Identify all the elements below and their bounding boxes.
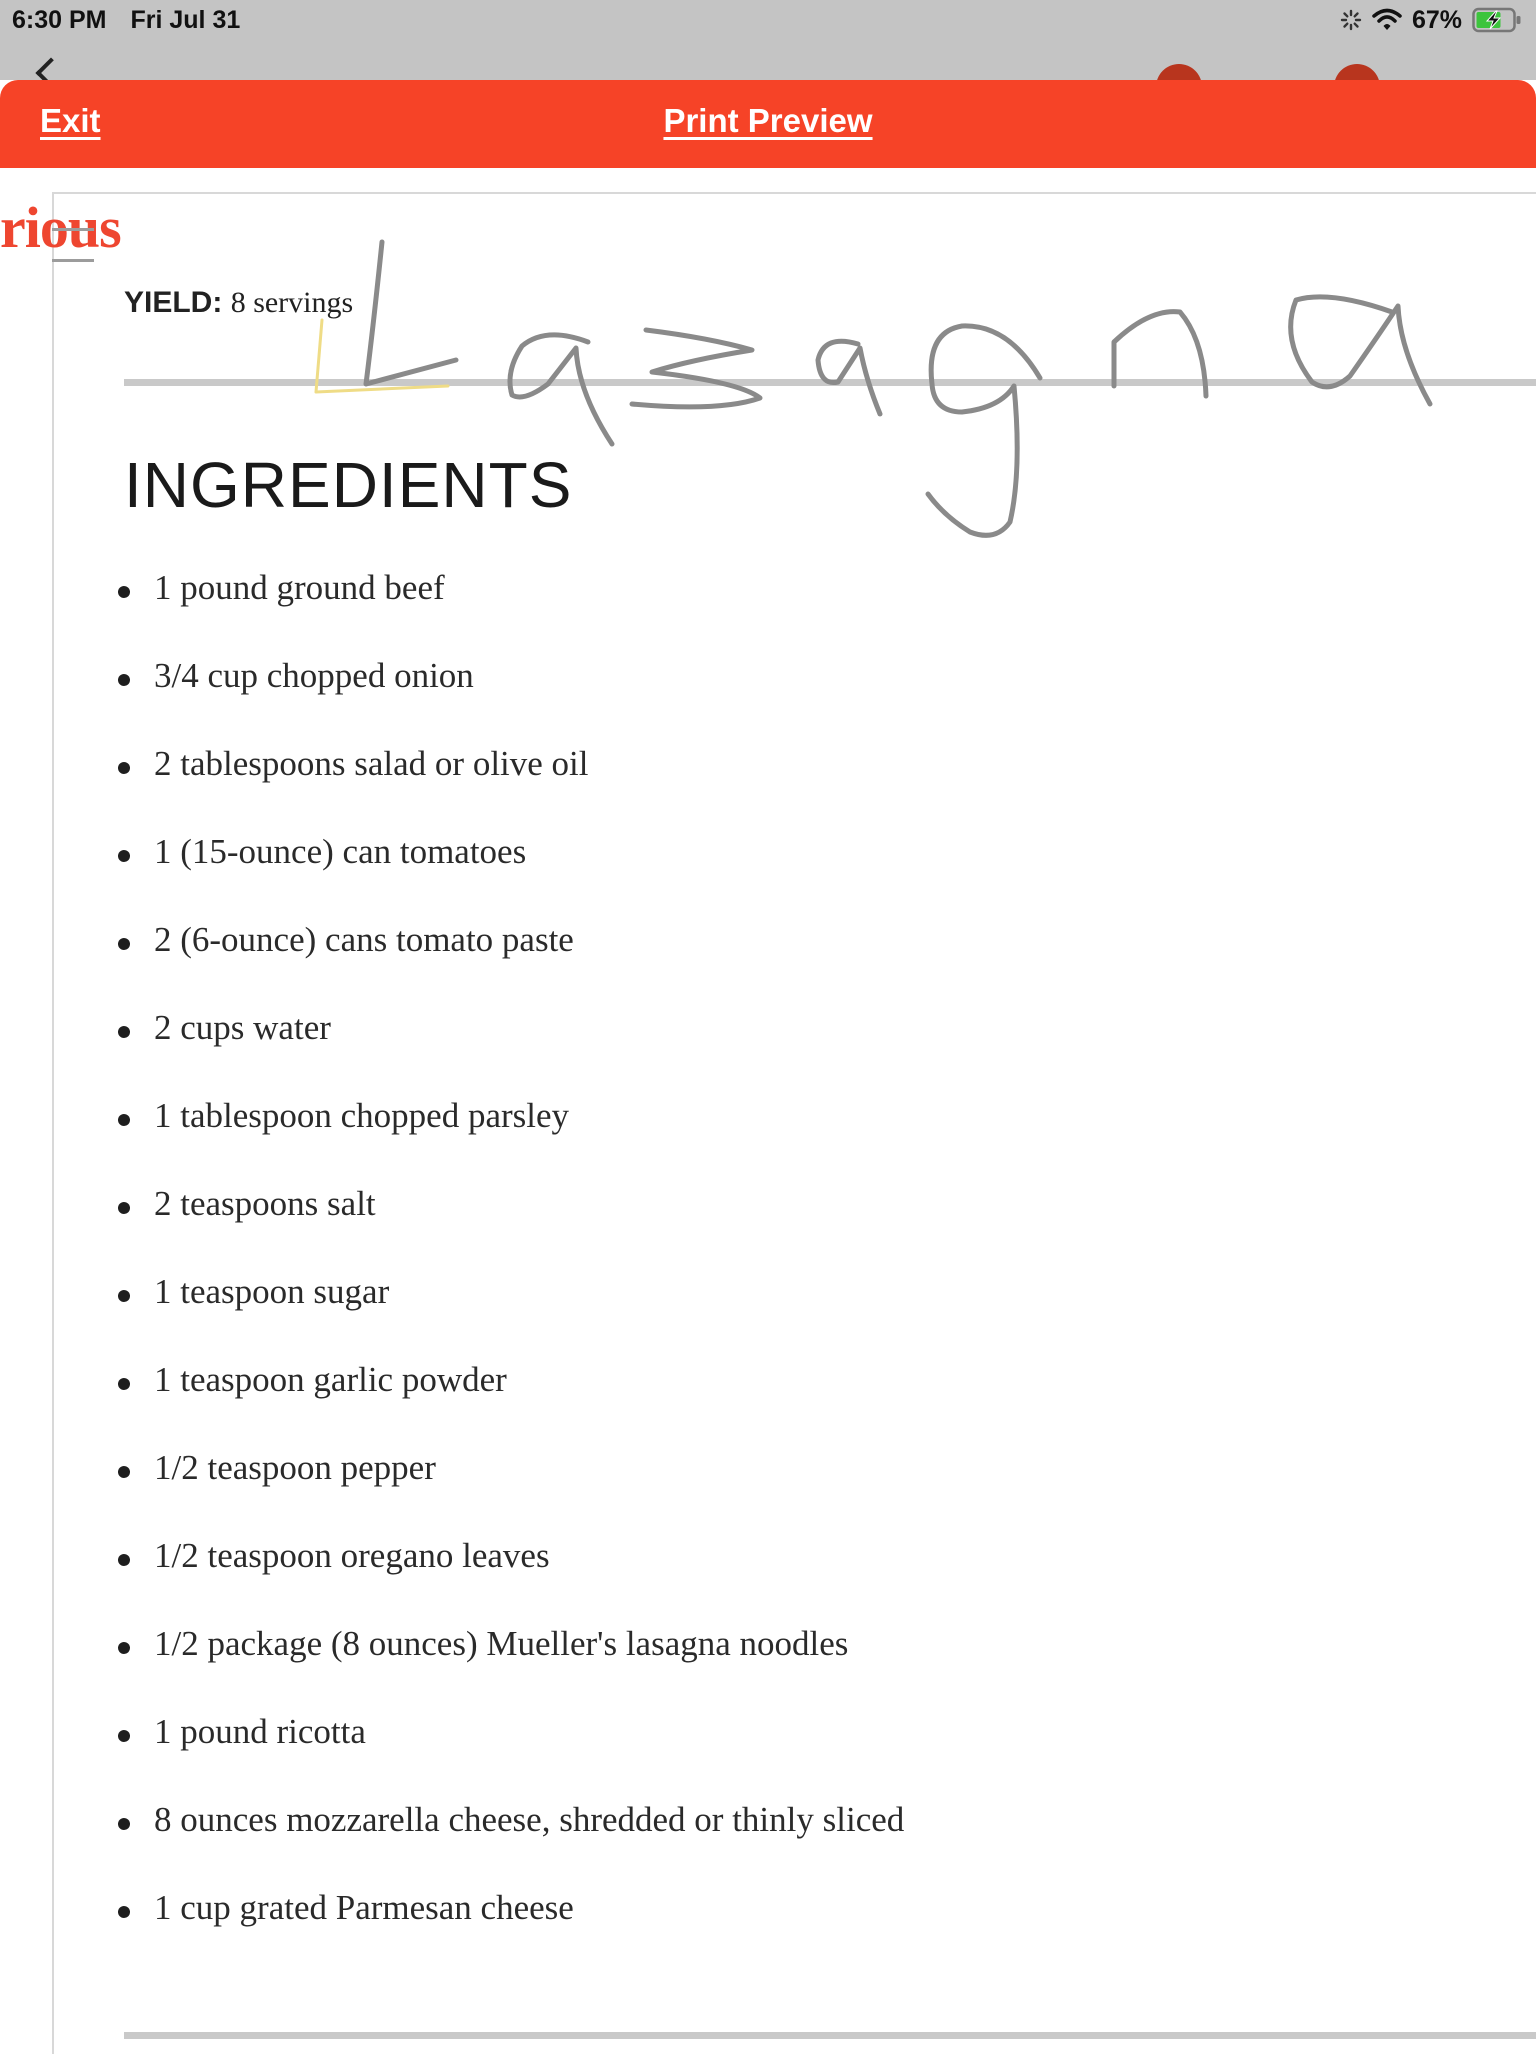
ingredient-item xyxy=(118,1008,904,1096)
ingredient-item xyxy=(118,832,904,920)
yield-row xyxy=(124,286,353,320)
clock-text: 6:30 PM xyxy=(12,6,107,34)
ingredient-text: 2 (6-ounce) cans tomato paste xyxy=(154,920,574,959)
ingredient-text: 1 teaspoon garlic powder xyxy=(154,1360,507,1399)
bullet-icon xyxy=(118,938,130,950)
wifi-icon xyxy=(1372,8,1402,32)
ingredient-item xyxy=(118,568,904,656)
ingredient-item xyxy=(118,920,904,1008)
divider xyxy=(124,2032,1536,2039)
activity-spinner-icon xyxy=(1340,9,1362,31)
page-title: Print Preview xyxy=(663,102,873,139)
bullet-icon xyxy=(118,1202,130,1214)
print-preview-header xyxy=(0,80,1536,168)
battery-percent: 67% xyxy=(1411,5,1462,34)
bullet-icon xyxy=(118,762,130,774)
ingredient-text: 2 teaspoons salt xyxy=(154,1184,376,1223)
ingredient-item xyxy=(118,1448,904,1536)
ingredient-item xyxy=(118,1712,904,1800)
ingredient-item xyxy=(118,1184,904,1272)
ingredient-text: 1 pound ricotta xyxy=(154,1712,366,1751)
bullet-icon xyxy=(118,1818,130,1830)
ingredients-heading: INGREDIENTS xyxy=(124,449,573,521)
bullet-icon xyxy=(118,674,130,686)
bullet-icon xyxy=(118,850,130,862)
bullet-icon xyxy=(118,1290,130,1302)
yield-label: YIELD: xyxy=(124,286,223,319)
date-text: Fri Jul 31 xyxy=(130,6,241,34)
bullet-icon xyxy=(118,1730,130,1742)
print-preview-area[interactable] xyxy=(0,168,1536,2048)
ingredient-text: 1 tablespoon chopped parsley xyxy=(154,1096,570,1135)
ingredient-text: 1 (15-ounce) can tomatoes xyxy=(154,832,527,871)
scroll-indicator xyxy=(52,228,94,262)
ingredient-item xyxy=(118,1888,904,1976)
ingredient-text: 1 pound ground beef xyxy=(154,568,445,607)
bullet-icon xyxy=(118,1026,130,1038)
status-time xyxy=(12,6,240,35)
divider xyxy=(124,379,1536,386)
ingredient-text: 1/2 teaspoon pepper xyxy=(154,1448,436,1487)
bullet-icon xyxy=(118,1554,130,1566)
bullet-icon xyxy=(118,1642,130,1654)
battery-charging-icon xyxy=(1472,7,1522,33)
ingredient-text: 2 cups water xyxy=(154,1008,331,1047)
ingredient-item xyxy=(118,1624,904,1712)
ingredient-item xyxy=(118,1800,904,1888)
yield-value: 8 servings xyxy=(230,286,354,319)
bullet-icon xyxy=(118,1378,130,1390)
ingredient-text: 8 ounces mozzarella cheese, shredded or thinly sliced xyxy=(154,1800,905,1839)
site-logo: rious xyxy=(0,195,121,260)
bullet-icon xyxy=(118,1114,130,1126)
bullet-icon xyxy=(118,1466,130,1478)
ingredient-text: 1/2 teaspoon oregano leaves xyxy=(154,1536,550,1575)
exit-button[interactable]: Exit xyxy=(40,102,101,139)
status-bar xyxy=(0,0,1536,80)
ingredient-list xyxy=(118,568,904,1976)
ingredient-item xyxy=(118,744,904,832)
ingredient-text: 2 tablespoons salad or olive oil xyxy=(154,744,589,783)
ingredient-text: 1/2 package (8 ounces) Mueller's lasagna noodles xyxy=(154,1624,849,1663)
ingredient-text: 3/4 cup chopped onion xyxy=(154,656,474,695)
bullet-icon xyxy=(118,1906,130,1918)
ingredient-item xyxy=(118,1272,904,1360)
bullet-icon xyxy=(118,586,130,598)
status-indicators xyxy=(1340,4,1522,36)
ingredient-item xyxy=(118,656,904,744)
ingredient-item xyxy=(118,1360,904,1448)
ingredient-text: 1 teaspoon sugar xyxy=(154,1272,390,1311)
ingredient-item xyxy=(118,1096,904,1184)
ingredient-text: 1 cup grated Parmesan cheese xyxy=(154,1888,574,1927)
ingredient-item xyxy=(118,1536,904,1624)
